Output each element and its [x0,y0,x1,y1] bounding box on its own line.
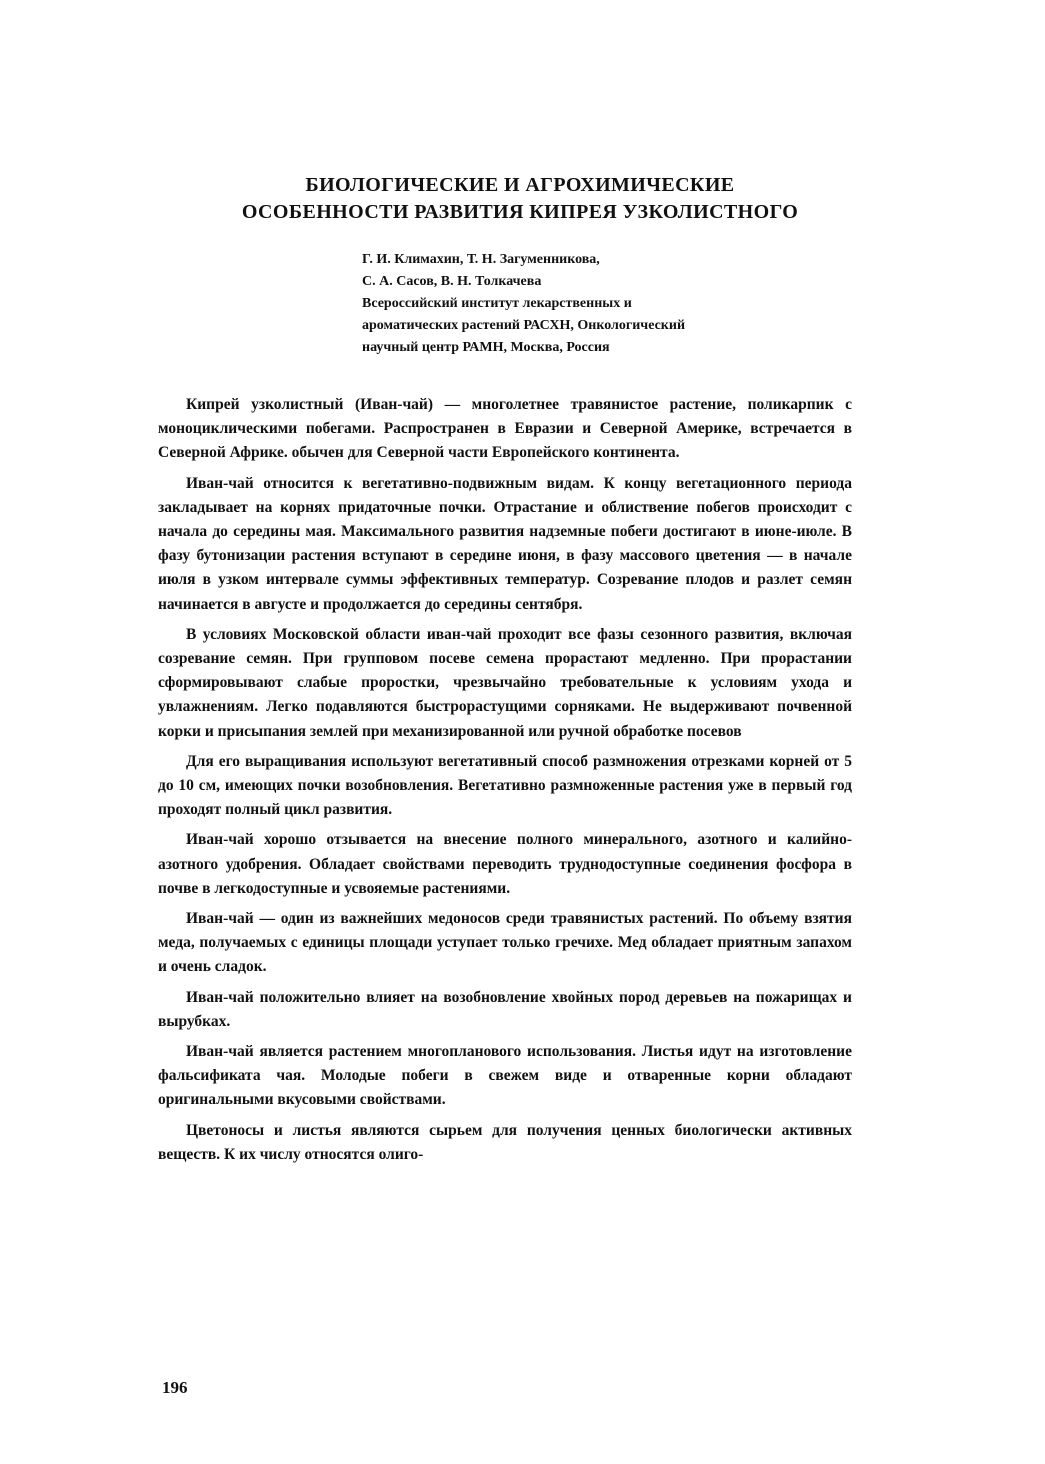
affiliation-line-2: ароматических растений РАСХН, Онкологический [362,318,686,333]
title-line-1: БИОЛОГИЧЕСКИЕ И АГРОХИМИЧЕСКИЕ [305,174,735,196]
paragraph-3: В условиях Московской области иван-чай проходит все фазы сезонного развития, включая созревание семян. При групповом посеве семена прорастают медленно. При прорастании сформировывают слабые проростки, чрезвычайно требовательные к условиям ухода и увлажнениям. Легко подавляются быстрорастущими сорняками. Не выдерживают почвенной корки и присыпания землей при механизированной или ручной обработке посевов [158,625,852,740]
paragraph-2: Иван-чай относится к вегетативно-подвижным видам. К концу вегетационного периода закладывает на корнях придаточные почки. Отрастание и облиствение побегов происходит с начала до середины мая. Максимального развития надземные побеги достигают в июне-июле. В фазу бутонизации растения вступают в середине июня, в фазу массового цветения — в начале июля в узком интервале суммы эффективных температур. Созревание плодов и разлет семян начинается в августе и продолжается до середины сентября. [158,474,852,613]
authors-block [362,249,862,359]
paragraph-5: Иван-чай хорошо отзывается на внесение полного минерального, азотного и калийно-азотного удобрения. Обладает свойствами переводить труднодоступные соединения фосфора в почве в легкодоступные и усвояемые растениями. [158,831,852,897]
paragraph-9: Цветоносы и листья являются сырьем для получения ценных биологически активных веществ. К их числу относятся олиго- [158,1121,852,1163]
authors-line-1: Г. И. Климахин, Т. Н. Загуменникова, [362,252,600,267]
paragraph-4: Для его выращивания используют вегетативный способ размножения отрезками корней от 5 до 10 см, имеющих почки возобновления. Вегетативно размноженные растения уже в первый год проходят полный цикл развития. [158,752,852,819]
paragraph-6: Иван-чай — один из важнейших медоносов среди травянистых растений. По объему взятия меда, получаемых с единицы площади уступает только гречихе. Мед обладает приятным запахом и очень сладок. [158,910,852,976]
page-number: 196 [162,1378,188,1397]
paragraph-7: Иван-чай положительно влияет на возобновление хвойных пород деревьев на пожарищах и вырубках. [158,988,852,1030]
article-title [150,172,890,226]
article-body [158,393,852,1167]
affiliation-line-3: научный центр РАМН, Москва, Россия [362,340,610,355]
paragraph-8: Иван-чай является растением многопланового использования. Листья идут на изготовление фальсификата чая. Молодые побеги в свежем виде и отваренные корни обладают оригинальными вкусовыми свойствами. [158,1043,852,1109]
affiliation-line-1: Всероссийский институт лекарственных и [362,296,632,311]
paragraph-1: Кипрей узколистный (Иван-чай) — многолетнее травянистое растение, поликарпик с моноциклическими побегами. Распространен в Евразии и Северной Америке, встречается в Северной Африке. обычен для Северной части Европейского континента. [158,396,852,462]
authors-line-2: С. А. Сасов, В. Н. Толкачева [362,274,542,289]
title-line-2: ОСОБЕННОСТИ РАЗВИТИЯ КИПРЕЯ УЗКОЛИСТНОГО [241,201,799,223]
